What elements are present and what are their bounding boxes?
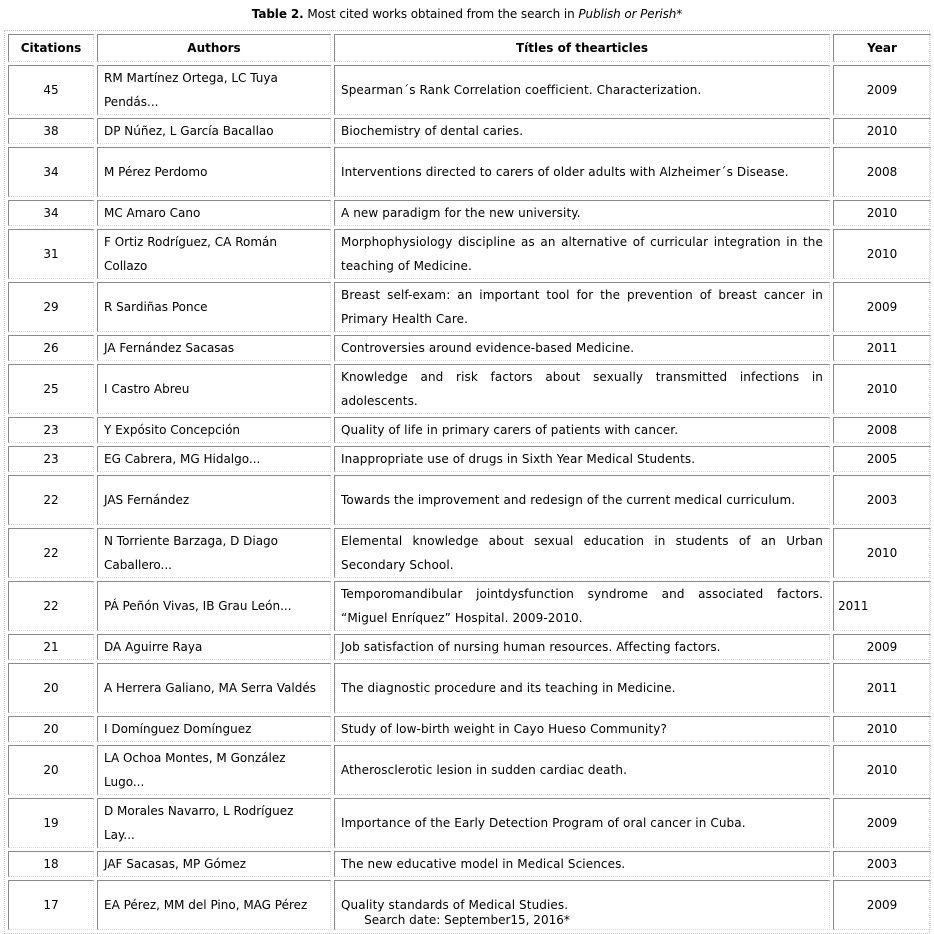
search-date-footnote: Search date: September15, 2016* xyxy=(364,913,570,927)
year-cell: 2003 xyxy=(833,851,931,877)
citations-cell: 22 xyxy=(8,581,94,631)
table-row xyxy=(8,200,931,226)
title-cell: Towards the improvement and redesign of the current medical curriculum. xyxy=(334,475,830,525)
header-titles: Títles of thearticles xyxy=(334,34,830,62)
title-cell: Breast self-exam: an important tool for the prevention of breast cancer in Primary Health Care. xyxy=(334,282,830,332)
citations-cell: 38 xyxy=(8,118,94,144)
caption-suffix: * xyxy=(676,7,683,21)
table-row xyxy=(8,798,931,848)
header-year: Year xyxy=(833,34,931,62)
citations-cell: 20 xyxy=(8,716,94,742)
table-row xyxy=(8,745,931,795)
title-cell: Inappropriate use of drugs in Sixth Year Medical Students. xyxy=(334,446,830,472)
year-cell: 2009 xyxy=(833,798,931,848)
table-row xyxy=(8,528,931,578)
year-cell: 2011 xyxy=(833,581,931,631)
citations-cell: 31 xyxy=(8,229,94,279)
table-row xyxy=(8,229,931,279)
authors-cell: JAS Fernández xyxy=(97,475,331,525)
year-cell: 2009 xyxy=(833,880,931,930)
authors-cell: D Morales Navarro, L Rodríguez Lay... xyxy=(97,798,331,848)
title-cell: Interventions directed to carers of older adults with Alzheimer´s Disease. xyxy=(334,147,830,197)
year-cell: 2011 xyxy=(833,335,931,361)
table-row xyxy=(8,634,931,660)
table-row xyxy=(8,364,931,414)
citations-cell: 20 xyxy=(8,663,94,713)
year-cell: 2003 xyxy=(833,475,931,525)
title-cell: A new paradigm for the new university. xyxy=(334,200,830,226)
table-header-row xyxy=(8,34,931,62)
authors-cell: I Castro Abreu xyxy=(97,364,331,414)
title-cell: Controversies around evidence-based Medicine. xyxy=(334,335,830,361)
year-cell: 2010 xyxy=(833,745,931,795)
year-cell: 2010 xyxy=(833,229,931,279)
citations-cell: 34 xyxy=(8,200,94,226)
year-cell: 2010 xyxy=(833,716,931,742)
citations-cell: 29 xyxy=(8,282,94,332)
year-cell: 2010 xyxy=(833,118,931,144)
title-cell: Spearman´s Rank Correlation coefficient. Characterization. xyxy=(334,65,830,115)
header-authors: Authors xyxy=(97,34,331,62)
authors-cell: Y Expósito Concepción xyxy=(97,417,331,443)
year-cell: 2009 xyxy=(833,65,931,115)
title-cell: Quality standards of Medical Studies. xyxy=(334,880,830,930)
table-row xyxy=(8,663,931,713)
title-cell: Importance of the Early Detection Program of oral cancer in Cuba. xyxy=(334,798,830,848)
year-cell: 2010 xyxy=(833,364,931,414)
table-caption xyxy=(0,6,934,22)
title-cell: Study of low-birth weight in Cayo Hueso Community? xyxy=(334,716,830,742)
title-cell: Knowledge and risk factors about sexually transmitted infections in adolescents. xyxy=(334,364,830,414)
table-row xyxy=(8,446,931,472)
year-cell: 2005 xyxy=(833,446,931,472)
year-cell: 2010 xyxy=(833,200,931,226)
authors-cell: M Pérez Perdomo xyxy=(97,147,331,197)
caption-text: Most cited works obtained from the search in xyxy=(303,7,579,21)
citations-table-container xyxy=(4,30,930,934)
citations-cell: 26 xyxy=(8,335,94,361)
authors-cell: JAF Sacasas, MP Gómez xyxy=(97,851,331,877)
table-row xyxy=(8,716,931,742)
authors-cell: R Sardiñas Ponce xyxy=(97,282,331,332)
caption-italic: Publish or Perish xyxy=(578,7,677,21)
title-cell: Job satisfaction of nursing human resources. Affecting factors. xyxy=(334,634,830,660)
citations-cell: 17 xyxy=(8,880,94,930)
table-row xyxy=(8,335,931,361)
citations-cell: 23 xyxy=(8,417,94,443)
authors-cell: A Herrera Galiano, MA Serra Valdés xyxy=(97,663,331,713)
authors-cell: JA Fernández Sacasas xyxy=(97,335,331,361)
title-cell: Quality of life in primary carers of patients with cancer. xyxy=(334,417,830,443)
title-cell: Atherosclerotic lesion in sudden cardiac death. xyxy=(334,745,830,795)
citations-cell: 22 xyxy=(8,528,94,578)
authors-cell: PÁ Peñón Vivas, IB Grau León... xyxy=(97,581,331,631)
table-row xyxy=(8,417,931,443)
year-cell: 2011 xyxy=(833,663,931,713)
citations-cell: 45 xyxy=(8,65,94,115)
caption-label: Table 2. xyxy=(251,7,304,21)
authors-cell: RM Martínez Ortega, LC Tuya Pendás... xyxy=(97,65,331,115)
year-cell: 2009 xyxy=(833,634,931,660)
table-row xyxy=(8,147,931,197)
title-cell: Morphophysiology discipline as an alternative of curricular integration in the teaching of Medicine. xyxy=(334,229,830,279)
header-citations: Citations xyxy=(8,34,94,62)
authors-cell: DA Aguirre Raya xyxy=(97,634,331,660)
citations-cell: 22 xyxy=(8,475,94,525)
citations-cell: 18 xyxy=(8,851,94,877)
year-cell: 2008 xyxy=(833,417,931,443)
table-row xyxy=(8,65,931,115)
citations-cell: 21 xyxy=(8,634,94,660)
authors-cell: N Torriente Barzaga, D Diago Caballero... xyxy=(97,528,331,578)
table-row xyxy=(8,118,931,144)
title-cell: The new educative model in Medical Sciences. xyxy=(334,851,830,877)
year-cell: 2010 xyxy=(833,528,931,578)
citations-cell: 23 xyxy=(8,446,94,472)
authors-cell: EG Cabrera, MG Hidalgo... xyxy=(97,446,331,472)
title-cell: Temporomandibular jointdysfunction syndrome and associated factors. “Miguel Enríquez” Hospital. 2009-2010. xyxy=(334,581,830,631)
title-cell: The diagnostic procedure and its teaching in Medicine. xyxy=(334,663,830,713)
authors-cell: MC Amaro Cano xyxy=(97,200,331,226)
authors-cell: LA Ochoa Montes, M González Lugo... xyxy=(97,745,331,795)
citations-cell: 34 xyxy=(8,147,94,197)
year-cell: 2008 xyxy=(833,147,931,197)
table-row xyxy=(8,851,931,877)
authors-cell: DP Núñez, L García Bacallao xyxy=(97,118,331,144)
year-cell: 2009 xyxy=(833,282,931,332)
authors-cell: F Ortiz Rodríguez, CA Román Collazo xyxy=(97,229,331,279)
table-row xyxy=(8,475,931,525)
authors-cell: EA Pérez, MM del Pino, MAG Pérez xyxy=(97,880,331,930)
citations-cell: 25 xyxy=(8,364,94,414)
citations-cell: 20 xyxy=(8,745,94,795)
table-row xyxy=(8,282,931,332)
table-row xyxy=(8,581,931,631)
citations-table xyxy=(5,31,934,933)
authors-cell: I Domínguez Domínguez xyxy=(97,716,331,742)
title-cell: Elemental knowledge about sexual education in students of an Urban Secondary School. xyxy=(334,528,830,578)
citations-cell: 19 xyxy=(8,798,94,848)
title-cell: Biochemistry of dental caries. xyxy=(334,118,830,144)
